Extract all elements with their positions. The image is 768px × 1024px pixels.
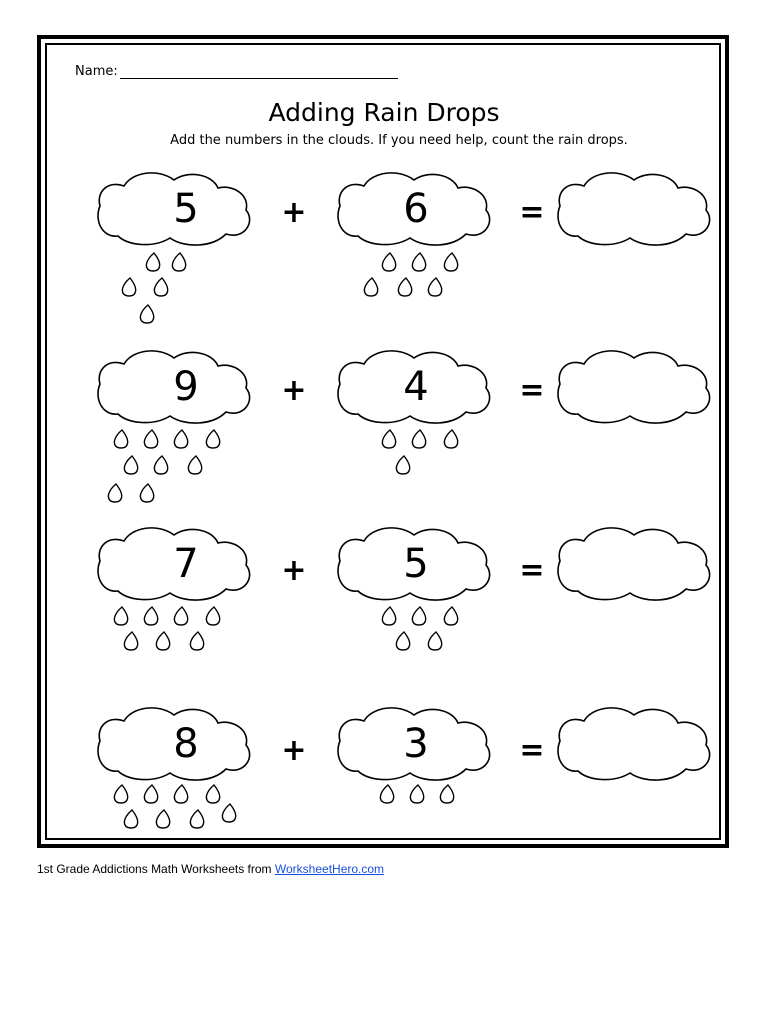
equals-sign: =: [519, 553, 545, 588]
answer-cloud[interactable]: [558, 528, 710, 600]
addend-a: 7: [173, 541, 199, 587]
worksheet-title: Adding Rain Drops: [268, 98, 500, 127]
plus-sign: +: [281, 195, 307, 230]
plus-sign: +: [281, 553, 307, 588]
raindrops-a: [114, 607, 219, 650]
answer-cloud[interactable]: [558, 708, 710, 780]
answer-cloud[interactable]: [558, 351, 710, 423]
worksheet-instructions: Add the numbers in the clouds. If you need help, count the rain drops.: [170, 133, 628, 148]
worksheethero-link[interactable]: WorksheetHero.com: [274, 862, 385, 876]
raindrops-b: [380, 785, 453, 803]
addend-b: 4: [403, 364, 429, 410]
footer-credit: [37, 862, 384, 876]
addend-a: 8: [173, 721, 199, 767]
problem-row-3: [98, 528, 710, 650]
equals-sign: =: [519, 195, 545, 230]
raindrops-a: [114, 785, 235, 828]
addend-b: 5: [403, 541, 429, 587]
problem-row-1: [98, 173, 710, 323]
problem-row-4: [98, 708, 710, 828]
equals-sign: =: [519, 733, 545, 768]
raindrops-b: [382, 607, 457, 650]
equals-sign: =: [519, 373, 545, 408]
answer-cloud[interactable]: [558, 173, 710, 245]
raindrops-b: [382, 430, 457, 474]
addend-a: 5: [173, 186, 199, 232]
raindrops-b: [364, 253, 457, 296]
name-label: Name:: [75, 64, 118, 79]
addend-b: 6: [403, 186, 429, 232]
raindrops-a: [108, 430, 219, 502]
addend-a: 9: [173, 364, 199, 410]
plus-sign: +: [281, 373, 307, 408]
footer-text: 1st Grade Addictions Math Worksheets from: [37, 862, 272, 876]
raindrops-a: [122, 253, 185, 323]
addend-b: 3: [403, 721, 429, 767]
plus-sign: +: [281, 733, 307, 768]
problem-row-2: [98, 351, 710, 502]
